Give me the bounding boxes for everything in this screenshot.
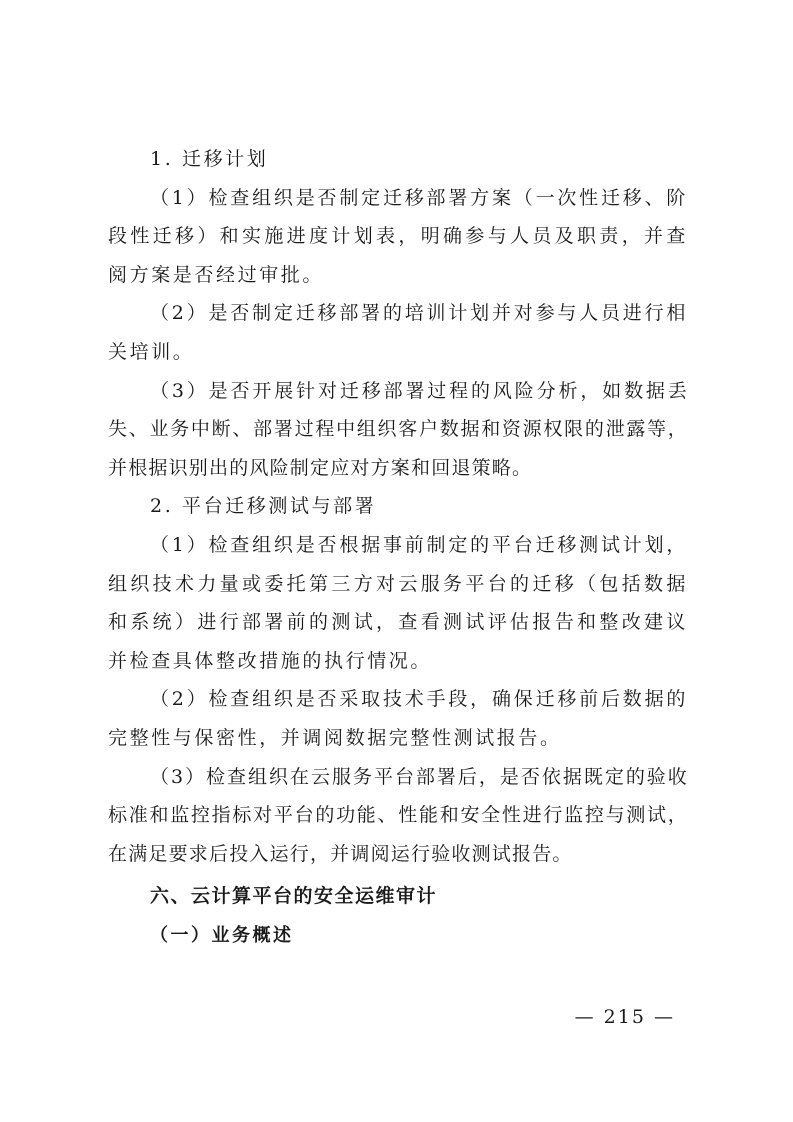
paragraph: （2）是否制定迁移部署的培训计划并对参与人员进行相关培训。 — [108, 302, 688, 363]
paragraph: （2）检查组织是否采取技术手段，确保迁移前后数据的完整性与保密性，并调阅数据完整性测试报告。 — [108, 688, 688, 749]
document-body — [108, 140, 688, 956]
page-number: — 215 — — [574, 1006, 675, 1028]
section-title: 六、云计算平台的安全运维审计 — [150, 885, 438, 908]
heading-migration-test-deploy: 2. 平台迁移测试与部署 — [150, 495, 377, 518]
heading-migration-plan: 1. 迁移计划 — [150, 148, 269, 170]
paragraph: （3）检查组织在云服务平台部署后，是否依据既定的验收标准和监控指标对平台的功能、性能和安全性进行监控与测试，在满足要求后投入运行，并调阅运行验收测试报告。 — [108, 765, 688, 865]
paragraph: （1）检查组织是否根据事前制定的平台迁移测试计划，组织技术力量或委托第三方对云服务平台的迁移（包括数据和系统）进行部署前的测试，查看测试评估报告和整改建议并检查具体整改措施的执行情况。 — [108, 533, 688, 672]
paragraph: （1）检查组织是否制定迁移部署方案（一次性迁移、阶段性迁移）和实施进度计划表，明确参与人员及职责，并查阅方案是否经过审批。 — [108, 186, 688, 286]
paragraph: （3）是否开展针对迁移部署过程的风险分析，如数据丢失、业务中断、部署过程中组织客户数据和资源权限的泄露等，并根据识别出的风险制定应对方案和回退策略。 — [108, 379, 688, 479]
sub-title: （一）业务概述 — [150, 924, 294, 946]
